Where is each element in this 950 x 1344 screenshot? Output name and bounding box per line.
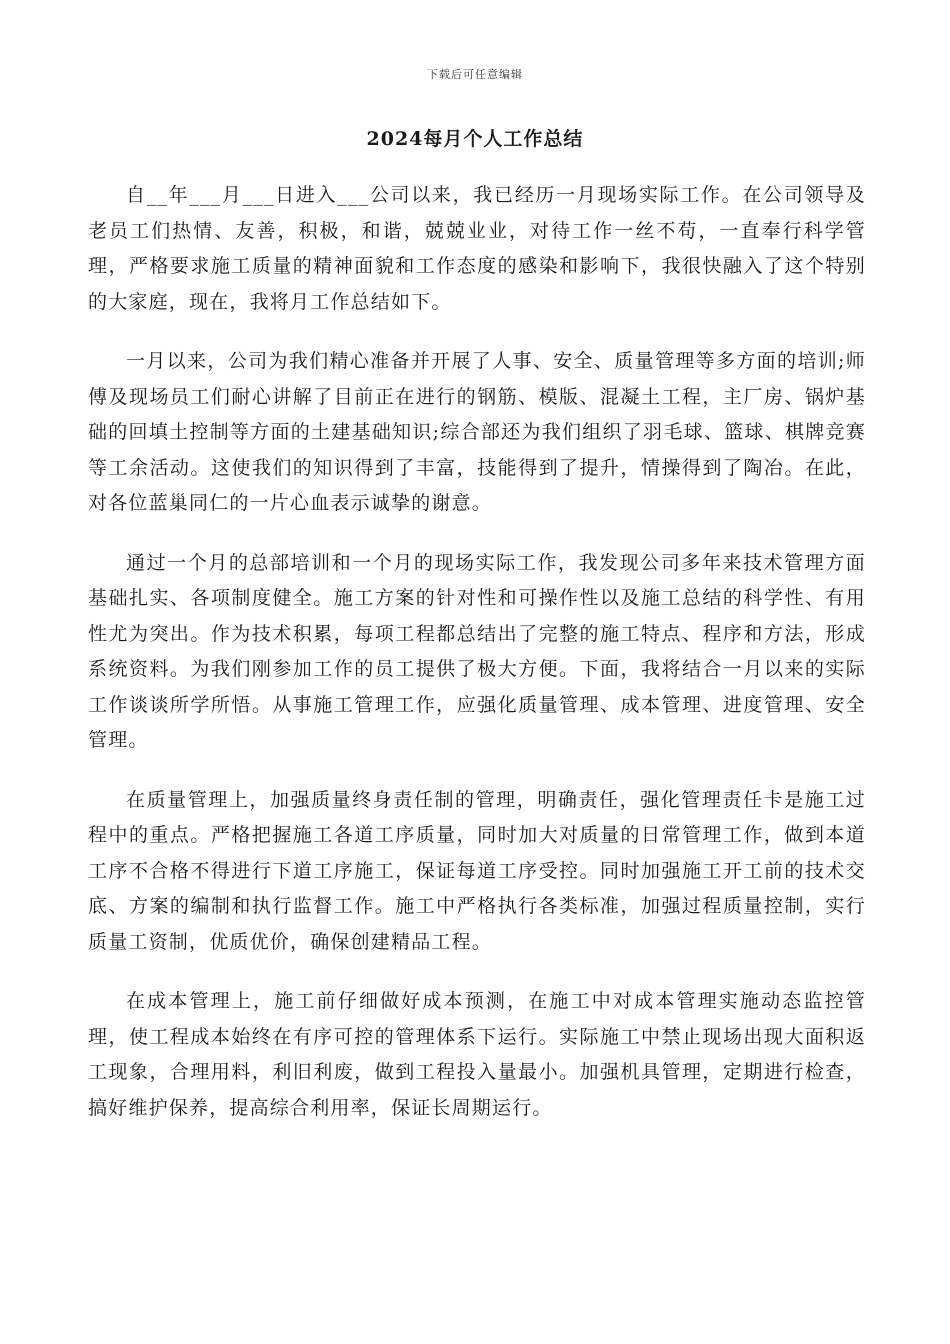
paragraph-training: 一月以来，公司为我们精心准备并开展了人事、安全、质量管理等多方面的培训;师傅及现场员工们耐心讲解了目前正在进行的钢筋、模版、混凝土工程，主厂房、锅炉基础的回填土控制等方面的土建基础知识;综合部还为我们组织了羽毛球、篮球、棋牌竞赛等工余活动。这使我们的知识得到了丰富，技能得到了提升，情操得到了陶冶。在此，对各位蓝巢同仁的一片心血表示诚挚的谢意。 (88, 350, 866, 514)
paragraph-quality-management: 在质量管理上，加强质量终身责任制的管理，明确责任，强化管理责任卡是施工过程中的重点。严格把握施工各道工序质量，同时加大对质量的日常管理工作，做到本道工序不合格不得进行下道工序施工，保证每道工序受控。同时加强施工开工前的技术交底、方案的编制和执行监督工作。施工中严格执行各类标准，加强过程质量控制，实行质量工资制，优质优价，确保创建精品工程。 (88, 788, 866, 953)
paragraph-cost-management: 在成本管理上，施工前仔细做好成本预测，在施工中对成本管理实施动态监控管理，使工程成本始终在有序可控的管理体系下运行。实际施工中禁止现场出现大面积返工现象，合理用料，利旧利废，做到工程投入量最小。加强机具管理，定期进行检查，搞好维护保养，提高综合利用率，保证长周期运行。 (88, 990, 866, 1119)
paragraph-observations: 通过一个月的总部培训和一个月的现场实际工作，我发现公司多年来技术管理方面基础扎实、各项制度健全。施工方案的针对性和可操作性以及施工总结的科学性、有用性尤为突出。作为技术积累，每项工程都总结出了完整的施工特点、程序和方法，形成系统资料。为我们刚参加工作的员工提供了极大方便。下面，我将结合一月以来的实际工作谈谈所学所悟。从事施工管理工作，应强化质量管理、成本管理、进度管理、安全管理。 (88, 551, 866, 751)
paragraph-intro: 自__年___月___日进入___公司以来，我已经历一月现场实际工作。在公司领导及老员工们热情、友善，积极，和谐，兢兢业业，对待工作一丝不苟，一直奉行科学管理，严格要求施工质量的精神面貌和工作态度的感染和影响下，我很快融入了这个特别的大家庭，现在，我将月工作总结如下。 (88, 184, 866, 313)
document-title: 2024每月个人工作总结 (366, 128, 584, 150)
page-header-note: 下载后可任意编辑 (427, 68, 523, 81)
document-body (88, 178, 866, 1150)
